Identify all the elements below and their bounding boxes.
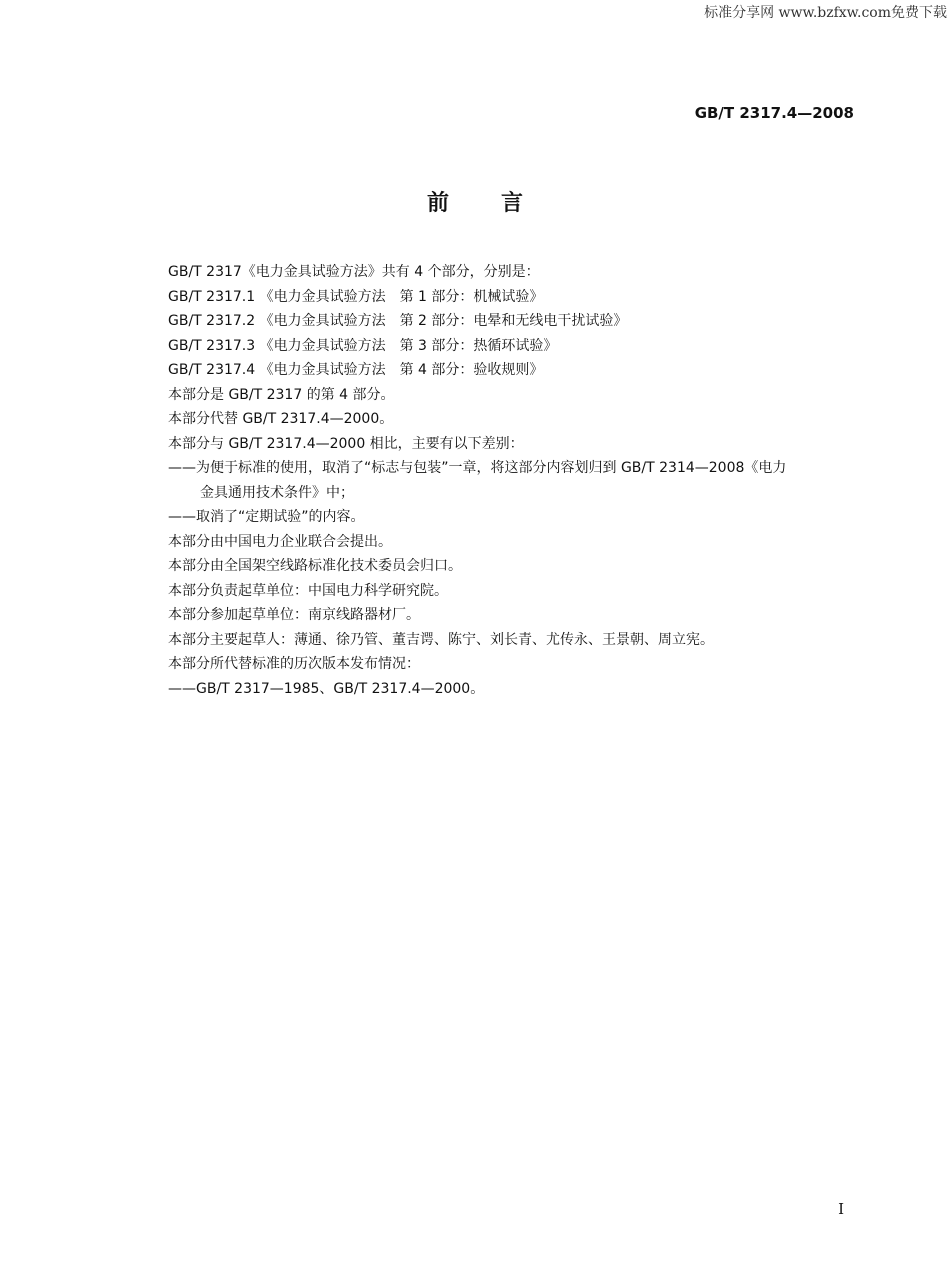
difference-item-2: ——取消了“定期试验”的内容。	[168, 509, 365, 525]
replaces-line: 本部分代替 GB/T 2317.4—2000。	[168, 411, 394, 427]
foreword-body	[168, 260, 858, 701]
proposed-by-line: 本部分由中国电力企业联合会提出。	[168, 533, 392, 550]
standard-number: GB/T 2317.4—2008	[694, 104, 854, 122]
difference-item-1: ——为便于标准的使用，取消了“标志与包装”一章，将这部分内容划归到 GB/T 2314—2008《电力	[168, 460, 787, 476]
part-4-line: GB/T 2317.4 《电力金具试验方法 第 4 部分：验收规则》	[168, 362, 544, 378]
part-2-line: GB/T 2317.2 《电力金具试验方法 第 2 部分：电晕和无线电干扰试验》	[168, 313, 628, 329]
participating-unit-line: 本部分参加起草单位：南京线路器材厂。	[168, 607, 420, 623]
managed-by-line: 本部分由全国架空线路标准化技术委员会归口。	[168, 558, 462, 574]
difference-item-1-continued: 金具通用技术条件》中；	[200, 484, 354, 501]
history-item: ——GB/T 2317—1985、GB/T 2317.4—2000。	[168, 680, 485, 697]
watermark-text: 标准分享网 www.bzfxw.com免费下载	[704, 5, 947, 21]
drafters-line: 本部分主要起草人：薄通、徐乃管、董吉谔、陈宁、刘长青、尤传永、王景朝、周立宪。	[168, 631, 714, 648]
history-line: 本部分所代替标准的历次版本发布情况：	[168, 656, 420, 672]
page-number: I	[838, 1200, 844, 1218]
intro-line: GB/T 2317《电力金具试验方法》共有 4 个部分，分别是：	[168, 264, 540, 280]
this-part-line: 本部分是 GB/T 2317 的第 4 部分。	[168, 386, 395, 403]
part-1-line: GB/T 2317.1 《电力金具试验方法 第 1 部分：机械试验》	[168, 288, 544, 305]
part-3-line: GB/T 2317.3 《电力金具试验方法 第 3 部分：热循环试验》	[168, 337, 558, 354]
differences-line: 本部分与 GB/T 2317.4—2000 相比，主要有以下差别：	[168, 435, 524, 452]
drafting-unit-line: 本部分负责起草单位：中国电力科学研究院。	[168, 582, 448, 599]
page-title: 前言	[426, 191, 575, 216]
